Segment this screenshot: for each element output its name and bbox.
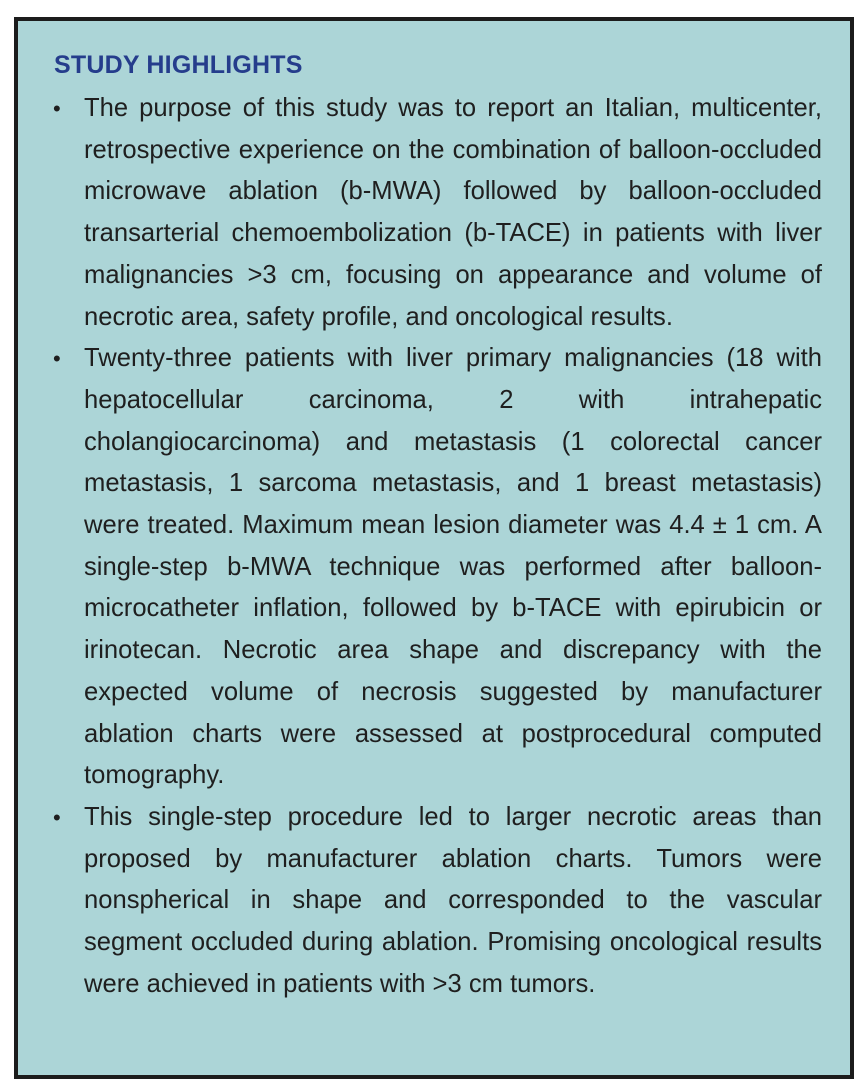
bullet-icon: •: [53, 96, 61, 121]
highlights-list: [52, 88, 822, 1005]
bullet-icon: •: [53, 346, 61, 372]
highlight-item-3: [52, 797, 822, 1006]
highlight-text-2: Twenty-three patients with liver primary malignancies (18 with hepatocellular carcinoma, 2 with intrahepatic cholangiocarcinoma) and metastasis (1 colorectal cancer metastasis, 1 sarcoma metastasis, and 1 breast metastasis) were treated. Maximum mean lesion diameter was 4.4 ± 1 cm. A single-step b-MWA technique was performed after balloon-microcatheter inflation, followed by b-TACE with epirubicin or irinotecan. Necrotic area shape and discrepancy with the expected volume of necrosis suggested by manufacturer ablation charts were assessed at postprocedural computed tomography.: [84, 344, 822, 790]
study-highlights-box: [14, 17, 854, 1079]
highlight-text-1: The purpose of this study was to report an Italian, multicenter, retrospective experience on the combination of balloon-occluded microwave ablation (b-MWA) followed by balloon-occluded transarterial chemoembolization (b-TACE) in patients with liver malignancies >3 cm, focusing on appearance and volume of necrotic area, safety profile, and oncological results.: [84, 94, 822, 331]
highlights-heading: STUDY HIGHLIGHTS: [54, 51, 303, 79]
bullet-icon: •: [53, 804, 61, 830]
highlight-item-2: [52, 338, 822, 797]
highlight-item-1: [52, 88, 822, 338]
highlight-text-3: This single-step procedure led to larger necrotic areas than proposed by manufacturer ablation charts. Tumors were nonspherical in shape and corresponded to the vascular segment occluded during ablation. Promising oncological results were achieved in patients with >3 cm tumors.: [84, 802, 822, 998]
